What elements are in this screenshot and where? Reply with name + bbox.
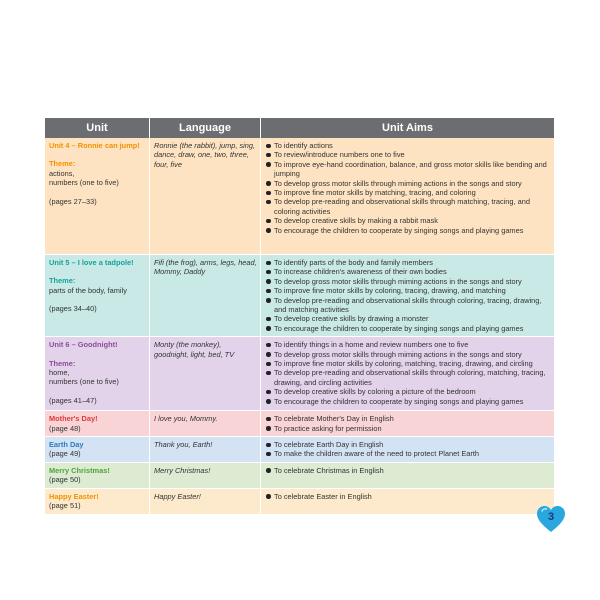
aim-item: To develop creative skills by coloring a picture of the bedroom	[265, 387, 551, 396]
language-cell: Fifi (the frog), arms, legs, head, Mommy, Daddy	[150, 255, 261, 337]
unit-title: Mother's Day!	[49, 414, 98, 424]
aim-item: To celebrate Christmas in English	[265, 466, 551, 475]
page-reference: (page 50)	[49, 475, 81, 485]
language-cell: Monty (the monkey), goodnight, light, bed, TV	[150, 337, 261, 411]
aim-item: To review/introduce numbers one to five	[265, 150, 551, 159]
aim-item: To celebrate Earth Day in English	[265, 440, 551, 449]
table-row	[45, 463, 554, 489]
theme-label: Theme:	[49, 276, 76, 286]
aims-list	[265, 466, 551, 475]
aim-item: To develop gross motor skills through miming actions in the songs and story	[265, 277, 551, 286]
units-table	[45, 118, 554, 515]
unit-cell	[45, 489, 150, 515]
aim-item: To develop pre-reading and observational skills through coloring, tracing, drawing, and matching activities	[265, 296, 551, 315]
aim-item: To encourage the children to cooperate by singing songs and playing games	[265, 397, 551, 406]
theme-line: numbers (one to five)	[49, 377, 119, 387]
header-unit-aims: Unit Aims	[261, 118, 554, 138]
aim-item: To develop pre-reading and observational skills through coloring, matching, tracing, drawing, and circling activities	[265, 368, 551, 387]
table-row	[45, 489, 554, 515]
aim-item: To identify things in a home and review numbers one to five	[265, 340, 551, 349]
aim-item: To celebrate Easter in English	[265, 492, 551, 501]
table-row	[45, 437, 554, 463]
table-row	[45, 411, 554, 437]
page-number-badge	[536, 505, 566, 533]
table-row	[45, 337, 554, 411]
aims-cell	[261, 437, 554, 463]
language-cell: Thank you, Earth!	[150, 437, 261, 463]
unit-cell	[45, 337, 150, 411]
aims-list	[265, 258, 551, 333]
table-header-row	[45, 118, 554, 138]
theme-line: home,	[49, 368, 70, 378]
theme-line: parts of the body, family	[49, 285, 127, 295]
unit-title: Unit 5 – I love a tadpole!	[49, 258, 134, 267]
aim-item: To develop creative skills by making a rabbit mask	[265, 216, 551, 225]
unit-title: Happy Easter!	[49, 491, 99, 501]
aim-item: To develop gross motor skills through miming actions in the songs and story	[265, 179, 551, 188]
aim-item: To develop creative skills by drawing a monster	[265, 314, 551, 323]
unit-title: Unit 6 – Goodnight!	[49, 340, 118, 350]
unit-title: Earth Day	[49, 440, 84, 450]
aim-item: To encourage the children to cooperate by singing songs and playing games	[265, 226, 551, 235]
table-row	[45, 138, 554, 255]
aim-item: To develop gross motor skills through miming actions in the songs and story	[265, 350, 551, 359]
aim-item: To improve fine motor skills by coloring, tracing, drawing, and matching	[265, 286, 551, 295]
language-cell: Merry Christmas!	[150, 463, 261, 489]
theme-line: numbers (one to five)	[49, 178, 119, 188]
unit-cell	[45, 437, 150, 463]
aim-item: To make the children aware of the need to protect Planet Earth	[265, 449, 551, 458]
aim-item: To celebrate Mother's Day in English	[265, 414, 551, 423]
theme-label: Theme:	[49, 358, 76, 368]
language-cell: I love you, Mommy.	[150, 411, 261, 437]
aims-cell	[261, 463, 554, 489]
aims-cell	[261, 138, 554, 255]
aim-item: To practice asking for permission	[265, 424, 551, 433]
theme-label: Theme:	[49, 159, 76, 169]
unit-cell	[45, 463, 150, 489]
page-reference: (pages 41–47)	[49, 395, 97, 405]
aim-item: To encourage the children to cooperate by singing songs and playing games	[265, 324, 551, 333]
aim-item: To identify parts of the body and family members	[265, 258, 551, 267]
unit-cell	[45, 138, 150, 255]
aims-list	[265, 492, 551, 501]
table-row	[45, 255, 554, 337]
page-number: 3	[547, 511, 555, 523]
aims-cell	[261, 489, 554, 515]
aim-item: To develop pre-reading and observational skills through matching, tracing, and coloring activities	[265, 197, 551, 216]
page-reference: (pages 34–40)	[49, 304, 97, 314]
unit-title: Unit 4 – Ronnie can jump!	[49, 141, 140, 150]
page-reference: (page 48)	[49, 423, 81, 433]
header-unit: Unit	[45, 118, 150, 138]
page-reference: (page 51)	[49, 501, 81, 511]
aims-cell	[261, 255, 554, 337]
aims-list	[265, 440, 551, 459]
header-language: Language	[150, 118, 261, 138]
unit-title: Merry Christmas!	[49, 465, 110, 475]
aims-cell	[261, 337, 554, 411]
unit-cell	[45, 255, 150, 337]
aim-item: To improve fine motor skills by matching, tracing, and coloring	[265, 188, 551, 197]
aims-list	[265, 414, 551, 433]
aim-item: To improve fine motor skills by coloring, matching, tracing, drawing, and circling	[265, 359, 551, 368]
aims-cell	[261, 411, 554, 437]
aims-list	[265, 141, 551, 235]
unit-cell	[45, 411, 150, 437]
language-cell: Happy Easter!	[150, 489, 261, 515]
page-reference: (pages 27–33)	[49, 196, 97, 206]
theme-line: actions,	[49, 168, 75, 178]
language-cell: Ronnie (the rabbit), jump, sing, dance, draw, one, two, three, four, five	[150, 138, 261, 255]
aim-item: To increase children's awareness of their own bodies	[265, 267, 551, 276]
aim-item: To identify actions	[265, 141, 551, 150]
page-reference: (page 49)	[49, 449, 81, 459]
aims-list	[265, 340, 551, 406]
aim-item: To improve eye-hand coordination, balance, and gross motor skills like bending and jumping	[265, 160, 551, 179]
